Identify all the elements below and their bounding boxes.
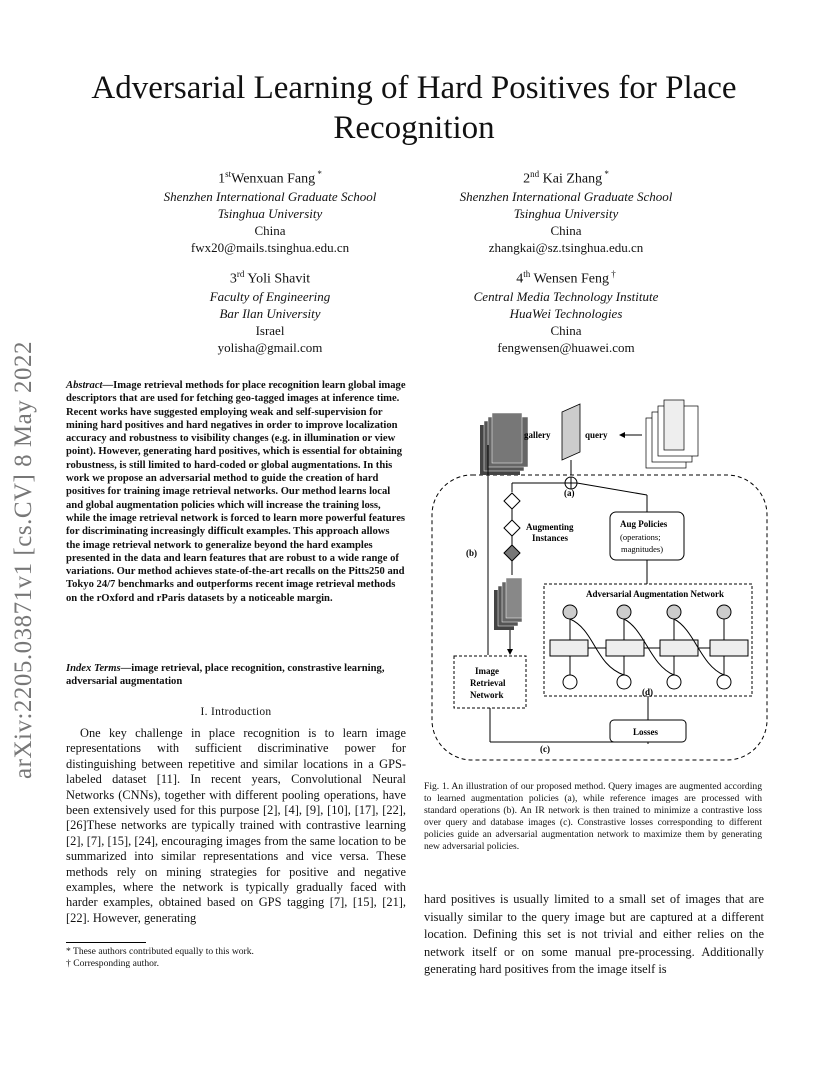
diamond-icon [504, 520, 520, 536]
diamond-icon [504, 545, 520, 561]
irn-label-3: Network [470, 690, 504, 700]
author-block-1: 1stWenxuan Fang * Shenzhen International Graduate School Tsinghua University China fwx20@mails.tsinghua.edu.cn [130, 166, 410, 256]
gallery-stack-icon [480, 413, 528, 475]
arxiv-watermark [4, 341, 44, 779]
figure-1 [420, 390, 770, 770]
author-email: fengwensen@huawei.com [497, 339, 635, 355]
irn-label-2: Retrieval [470, 678, 506, 688]
author-block-3: 3rd Yoli Shavit Faculty of Engineering Bar Ilan University Israel yolisha@gmail.com [130, 266, 410, 356]
adv-net-label: Adversarial Augmentation Network [586, 589, 724, 599]
index-terms [66, 662, 406, 689]
footnotes [66, 946, 406, 970]
index-terms-text: —image retrieval, place recognition, constrastive learning, adversarial augmentation [66, 663, 385, 688]
author-name: Wensen Feng [530, 271, 609, 287]
right-column-text: hard positives is usually limited to a small set of images that are visually similar to the query image but are captured at a different location. Defining this set is not trivial and either relies on the network itself or on some manual pre-processing. Additionally generating hard positives from the image itself is [424, 892, 764, 977]
diamond-icon [504, 493, 520, 509]
figure-caption: Fig. 1. An illustration of our proposed method. Query images are augmented according to learned augmentation policies (a), while reference images are processed with standard operations (b). An IR network is then trained to minimize a contrastive loss over query and database images (c). Constrastive losses corresponding to different policies guide an adversarial augmentation network to maximize them by generating new adversarial policies. [424, 781, 762, 852]
query-stack-icon [646, 400, 698, 468]
footnote-rule [66, 942, 146, 943]
arxiv-id: arXiv:2205.03871v1 [cs.CV] 8 May 2022 [10, 341, 37, 779]
footnote-1: * These authors contributed equally to this work. [66, 946, 254, 957]
abstract-label: Abstract [66, 380, 103, 391]
author-email: fwx20@mails.tsinghua.edu.cn [190, 239, 350, 255]
author-name: Yoli Shavit [244, 271, 311, 287]
magnitudes-label: magnitudes) [621, 544, 664, 554]
gallery-label: gallery [524, 430, 551, 440]
augmenting-label: Augmenting [526, 522, 574, 532]
augmented-stack-icon [494, 578, 522, 630]
abstract-text: —Image retrieval methods for place recognition learn global image descriptors that are used for fetching geo-tagged images at inference time. Recent works have suggested employing weak and self-supervision for mining hard positives and hard negatives in order to improve localization accuracy and robustness to visibility changes (e.g. in illumination or view point). However, generating hard positives, which is essential for obtaining robustness, is still limited to hard-coded or global augmentations. In this work we propose an adversarial method to guide the creation of hard positives for training image retrieval networks. Our method learns local and global augmentation policies which will increase the training loss, while the image retrieval network is forced to learn more powerful features for discriminating increasingly difficult examples. This approach allows the image retrieval network to generalize beyond the hard examples presented in the data and learn features that are robust to a wide range of variations. Our method achieves state-of-the-art recalls on the Pitts250 and Tokyo 24/7 benchmarks and outperforms recent image retrieval methods on the rOxford and rParis datasets by a noticeable margin. [66, 380, 406, 604]
paper-title: Adversarial Learning of Hard Positives for Place Recognition [91, 70, 737, 146]
author-email: yolisha@gmail.com [217, 339, 323, 355]
operations-label: (operations; [620, 532, 661, 542]
author-block-2: 2nd Kai Zhang * Shenzhen International Graduate School Tsinghua University China zhangkai@sz.tsinghua.edu.cn [426, 166, 706, 256]
author-name: Wenxuan Fang [231, 171, 316, 187]
instances-label: Instances [532, 533, 569, 543]
aug-policies-label: Aug Policies [620, 519, 668, 529]
author-name: Kai Zhang [539, 171, 603, 187]
section-heading: I. Introduction [200, 706, 272, 718]
author-block-4: 4th Wensen Feng † Central Media Technology Institute HuaWei Technologies China fengwensen@huawei.com [426, 266, 706, 356]
irn-label-1: Image [475, 666, 499, 676]
label-b: (b) [466, 548, 477, 558]
label-a: (a) [564, 488, 575, 498]
losses-label: Losses [633, 727, 659, 737]
footnote-2: † Corresponding author. [66, 958, 159, 969]
index-terms-label: Index Terms [66, 663, 121, 674]
query-label: query [585, 430, 608, 440]
label-c: (c) [540, 744, 550, 754]
author-email: zhangkai@sz.tsinghua.edu.cn [488, 239, 644, 255]
intro-paragraph: One key challenge in place recognition is to learn image representations with sufficient discriminative power for distinguishing between repetitive and similar locations in a GPS-labeled dataset [11]. In recent years, Convolutional Neural Networks (CNNs), together with different pooling operations, have been extensively used for this purpose [2], [4], [9], [10], [17], [22], [26]These networks are typically trained with contrastive learning [2], [7], [15], [24], encouraging images from the same location to be summarized into similar representations and vice versa. These methods rely on mining strategies for positive and negative examples, where the network is typically gradually faced with harder examples, obtained based on GPS tagging [7], [15], [21], [22]. However, generating [66, 726, 406, 925]
label-d: (d) [642, 687, 653, 697]
abstract [66, 379, 406, 605]
query-image-icon [562, 404, 580, 460]
